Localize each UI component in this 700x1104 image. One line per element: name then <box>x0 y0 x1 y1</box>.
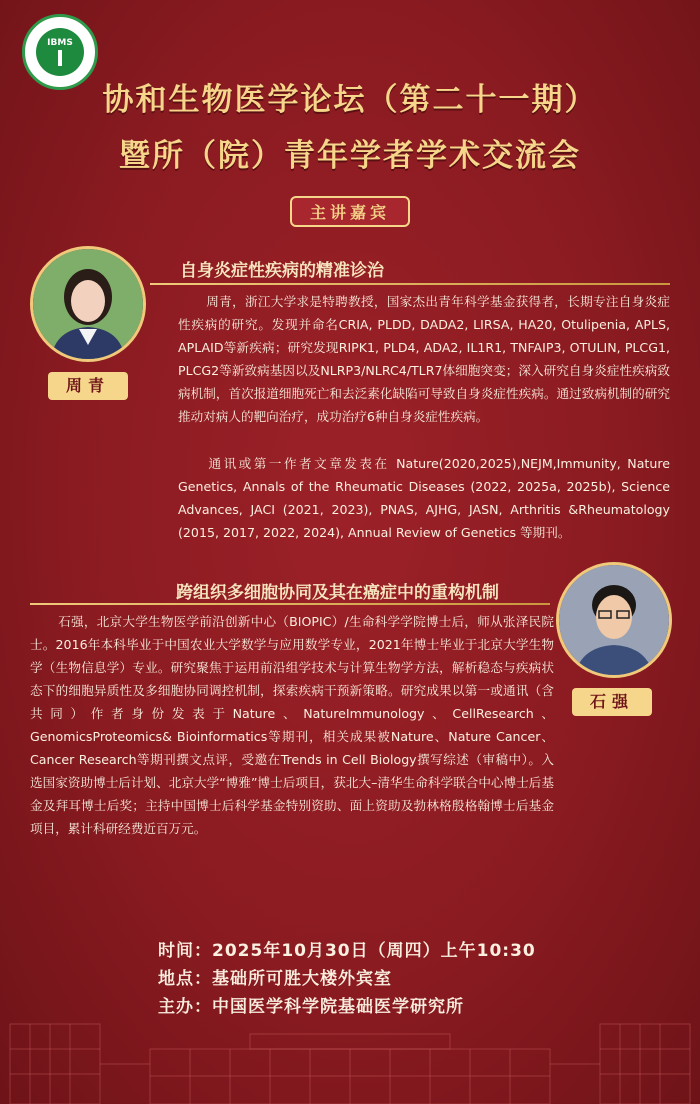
speaker1-name: 周青 <box>48 372 128 400</box>
speaker2-bio: 石强，北京大学生物医学前沿创新中心（BIOPIC）/生命科学学院博士后，师从张泽民院士。2016年本科毕业于中国农业大学数学与应用数学专业，2021年博士毕业于北京大学生物学（生物信息学）专业。研究聚焦于运用前沿组学技术与计算生物学方法，解析稳态与疾病状态下的细胞异质性及多细胞协同调控机制，探索疾病干预新策略。研究成果以第一或通讯（含共同）作者身份发表于Nature、NatureImmunology、CellResearch、GenomicsProteomics& Bioinformatics等期刊，相关成果被Nature、Nature Cancer、Cancer Research等期刊撰文点评，受邀在Trends in Cell Biology撰写综述（审稿中）。入选国家资助博士后计划、北京大学“博雅”博士后项目，获北大–清华生命科学联合中心博士后基金及拜耳博士后奖；主持中国博士后科学基金特别资助、面上资助及勃林格殷格翰博士后基金项目，累计科研经费近百万元。 <box>30 614 554 836</box>
speaker1-talk-title: 自身炎症性疾病的精准诊治 <box>180 261 384 281</box>
speakers-badge: 主讲嘉宾 <box>290 196 410 227</box>
staff-icon <box>58 50 62 66</box>
speaker2-divider <box>30 603 550 605</box>
poster-title-line1: 协和生物医学论坛（第二十一期） <box>102 82 598 118</box>
logo-text: IBMS <box>47 38 73 48</box>
event-time: 时间：2025年10月30日（周四）上午10:30 <box>158 941 536 961</box>
speaker1-bio: 周青，浙江大学求是特聘教授，国家杰出青年科学基金获得者，长期专注自身炎症性疾病的研究。发现并命名CRIA, PLDD, DADA2, LIRSA, HA20, Otulipenia, APLS, APLAID等新疾病；研究发现RIPK1, PLD4, ADA2, IL1R1, TNFAIP3, OTULIN, PLCG1, PLCG2等新致病基因以及NLRP3/NLRC4/TLR7体细胞突变；深入研究自身炎症性疾病致病机制，首次报道细胞死亡和去泛素化缺陷可导致自身炎症性疾病。通过致病机制的研究推动对病人的靶向治疗，成功治疗6种自身炎症性疾病。 <box>178 294 670 424</box>
person-icon <box>33 249 143 359</box>
speaker1-divider <box>150 283 670 285</box>
poster-title-line2: 暨所（院）青年学者学术交流会 <box>119 138 581 174</box>
speaker2-talk-title: 跨组织多细胞协同及其在癌症中的重构机制 <box>176 583 499 603</box>
event-host: 主办：中国医学科学院基础医学研究所 <box>158 997 464 1017</box>
person-icon <box>559 565 669 675</box>
speaker1-publications: 通讯或第一作者文章发表在 Nature(2020,2025),NEJM,Immunity, Nature Genetics, Annals of the Rheumatic Diseases (2022, 2025a, 2025b), Science Advances, JACI (2021, 2023), PNAS, AJHG, JASN, Arthritis &Rheumatology (2015, 2017, 2022, 2024), Annual Review of Genetics 等期刊。 <box>178 456 670 540</box>
speaker1-photo <box>30 246 146 362</box>
speaker2-name: 石强 <box>572 688 652 716</box>
speaker2-photo <box>556 562 672 678</box>
building-silhouette-icon <box>0 1004 700 1104</box>
speakers-badge-wrap <box>0 196 700 227</box>
event-place: 地点：基础所可胜大楼外宾室 <box>158 969 392 989</box>
